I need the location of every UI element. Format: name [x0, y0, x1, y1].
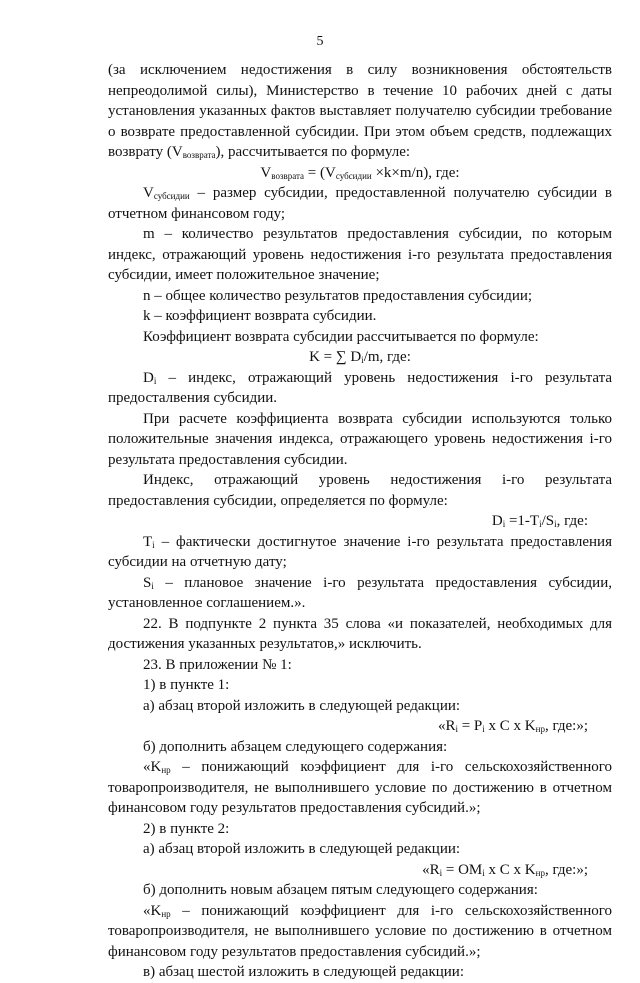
- item-22: 22. В подпункте 2 пункта 35 слова «и показателей, необходимых для достижения указанных результатов,» исключить.: [108, 615, 612, 652]
- formula-k: K = ∑ $D_i/m$, где:: [309, 349, 411, 365]
- definition-m: m – количество результатов предоставления субсидии, по которым индекс, отражающий уровень недостижения i-го результата предоставления субсидии, имеет положительное значение;: [108, 226, 612, 283]
- paragraph-refund-requirement: (за исключением недостижения в силу возникновения обстоятельств непреодолимой силы), Министерство в течение 10 рабочих дней с даты установления указанных фактов выставляет получателю субсидии требование о возврате предоставленной субсидии. При этом объем средств, подлежащих возврату $(V_{возврата})$, рассчитывается по формуле:: [108, 62, 612, 160]
- definition-knr-2: «$K_{нр}$ – понижающий коэффициент для i-го сельскохозяйственного товаропроизводителя, не выполнившего условие по достижению в отчетном финансовом году результатов предоставления субсидий.»;: [108, 902, 612, 960]
- paragraph-positive-values: При расчете коэффициента возврата субсидии используются только положительные значения индекса, отражающего уровень недостижения i-го результата предоставления субсидии.: [108, 410, 612, 468]
- definition-s: $S_i$ – плановое значение i-го результата предоставления субсидии, установленное соглашением.».: [108, 574, 612, 611]
- formula-refund-volume: $V_{возврата} = (V_{субсидии} \times k\times m/n)$, где:: [260, 164, 460, 181]
- definition-d: $D_i$ – индекс, отражающий уровень недостижения i-го результата предосталвения субсидии.: [108, 369, 612, 406]
- definition-n: n – общее количество результатов предоставления субсидии;: [143, 287, 533, 304]
- subitem-1a: а) абзац второй изложить в следующей редакции:: [143, 697, 461, 714]
- paragraph-index-formula-intro: Индекс, отражающий уровень недостижения i-го результата предоставления субсидии, определяется по формуле:: [108, 472, 612, 509]
- subitem-2c: в) абзац шестой изложить в следующей редакции:: [143, 964, 464, 980]
- formula-d: $D_i =1-T_i/S_i$, где:: [491, 513, 588, 529]
- definition-t: $T_i$ – фактически достигнутое значение i-го результата предоставления субсидии на отчетную дату;: [108, 533, 612, 570]
- subitem-2: 2) в пункте 2:: [143, 820, 230, 837]
- item-23: 23. В приложении № 1:: [143, 656, 292, 673]
- subitem-1b: б) дополнить абзацем следующего содержания:: [143, 738, 448, 755]
- formula-r-p: «$R_i = P_i$ x C x $K_{нр}$, где:»;: [437, 718, 588, 734]
- definition-knr-1: «$K_{нр}$ – понижающий коэффициент для i-го сельскохозяйственного товаропроизводителя, не выполнившего условие по достижению в отчетном финансовом году результатов предоставления субсидий.»;: [108, 759, 612, 816]
- paragraph-k-formula-intro: Коэффициент возврата субсидии рассчитывается по формуле:: [143, 328, 539, 345]
- subitem-2a: а) абзац второй изложить в следующей редакции:: [143, 841, 461, 857]
- definition-k: k – коэффициент возврата субсидии.: [143, 308, 377, 324]
- subitem-2b: б) дополнить новым абзацем пятым следующего содержания:: [143, 882, 538, 898]
- definition-v-subsidy: $V_{субсидии}$ – размер субсидии, предоставленной получателю субсидии в отчетном финансовом году;: [108, 185, 612, 222]
- page-number: 5: [316, 34, 324, 49]
- subitem-1: 1) в пункте 1:: [143, 677, 230, 693]
- formula-r-om: «$R_i = OM_i$ x C x $K_{нр}$, где:»;: [422, 861, 588, 878]
- document-body: [108, 60, 612, 983]
